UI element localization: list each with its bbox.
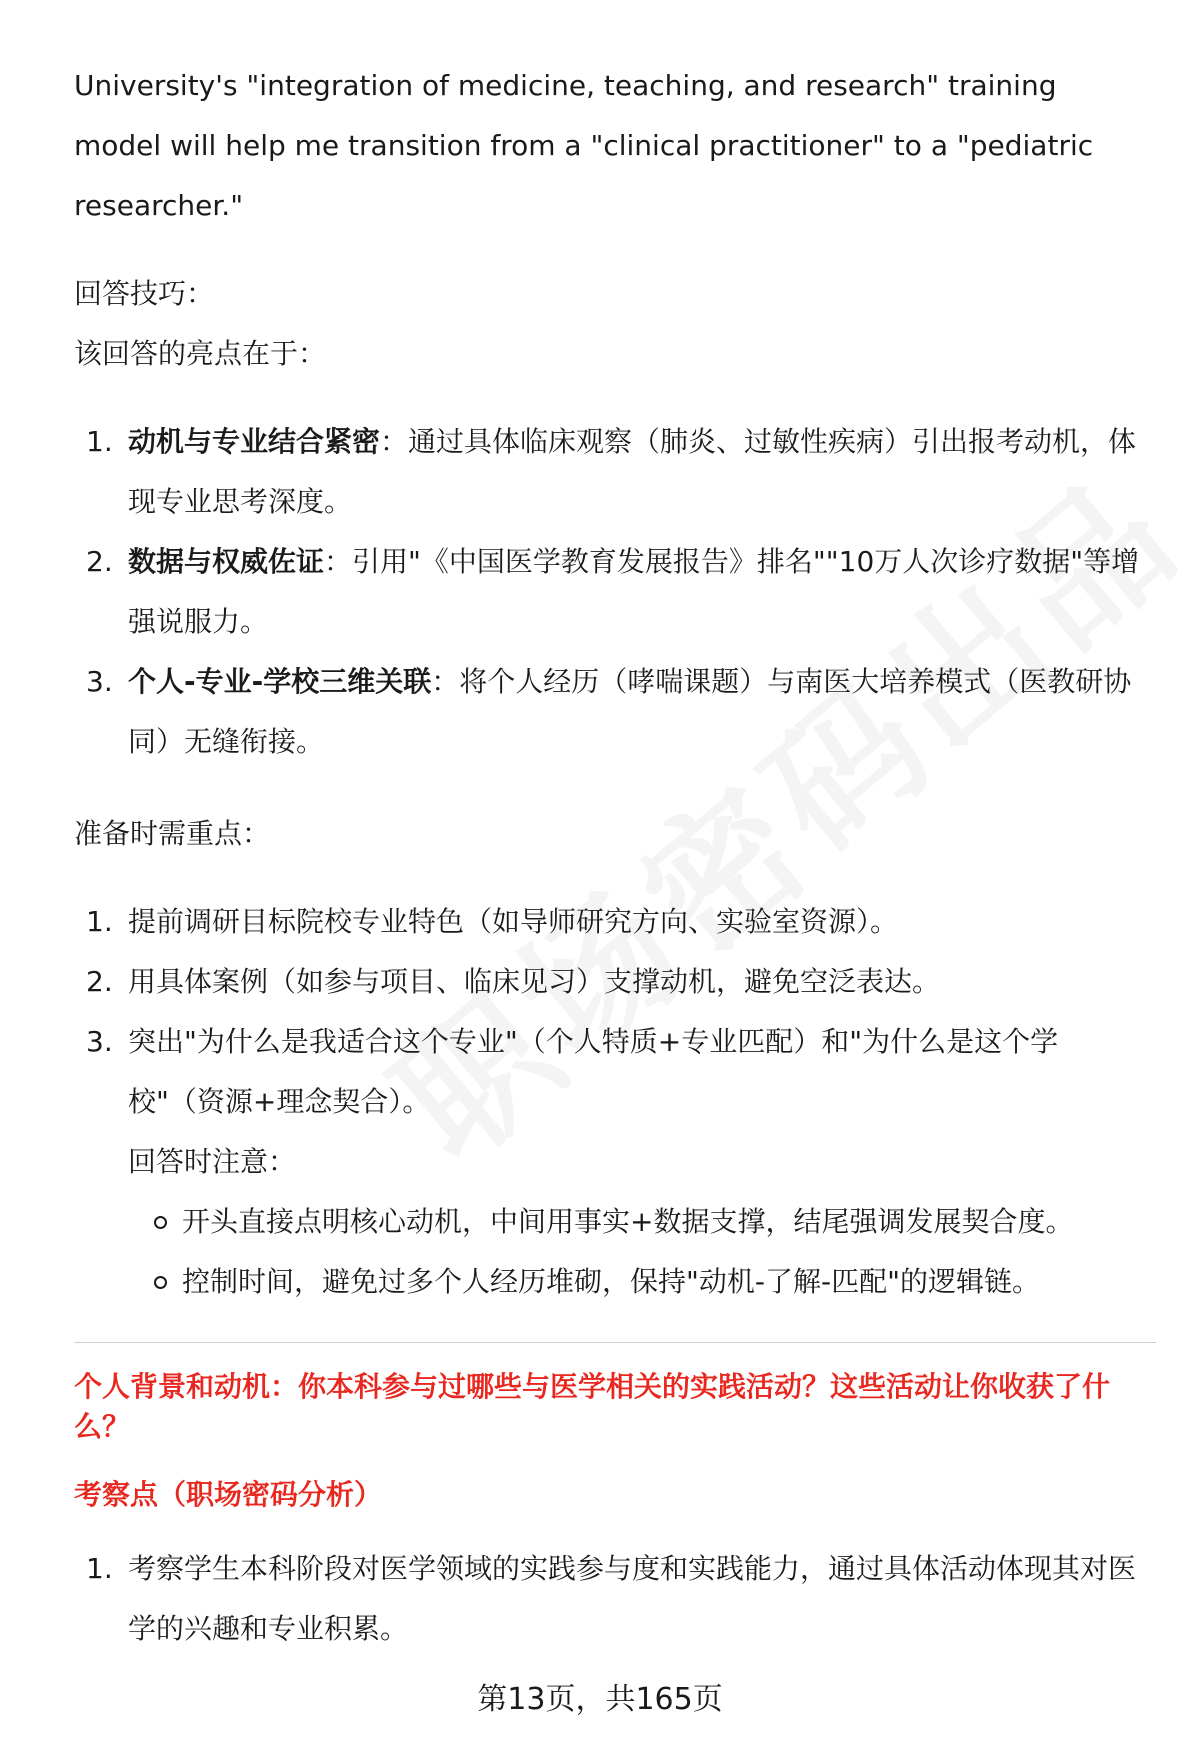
list-number: 1. xyxy=(86,905,113,938)
list-number: 2. xyxy=(86,545,113,578)
tips-heading: 回答技巧： xyxy=(74,277,215,310)
list-item-text: 考察学生本科阶段对医学领域的实践参与度和实践能力，通过具体活动体现其对医学的兴趣和专业积累。 xyxy=(128,1552,1137,1645)
list-item xyxy=(74,412,1154,532)
prep-list xyxy=(74,892,1154,1132)
list-number: 2. xyxy=(86,965,113,998)
list-item-text: ：通过具体临床观察（肺炎、过敏性疾病）引出报考动机，体现专业思考深度。 xyxy=(128,425,1137,518)
list-number: 1. xyxy=(86,1552,113,1585)
note-list xyxy=(74,1192,1154,1312)
tips-subheading: 该回答的亮点在于： xyxy=(74,337,327,370)
list-item-bold: 个人-专业-学校三维关联 xyxy=(128,665,432,698)
note-text: 控制时间，避免过多个人经历堆砌，保持"动机-了解-匹配"的逻辑链。 xyxy=(182,1265,1040,1298)
document-page xyxy=(74,56,1154,1659)
divider xyxy=(74,1342,1156,1343)
list-item-text: 用具体案例（如参与项目、临床见习）支撑动机，避免空泛表达。 xyxy=(128,965,941,998)
note-heading: 回答时注意： xyxy=(128,1145,297,1178)
list-item-text: 提前调研目标院校专业特色（如导师研究方向、实验室资源）。 xyxy=(128,905,899,938)
tips-list xyxy=(74,412,1154,772)
intro-line-3: researcher." xyxy=(74,189,244,222)
analysis-heading: 考察点（职场密码分析） xyxy=(74,1478,383,1511)
list-item-text: ：引用"《中国医学教育发展报告》排名""10万人次诊疗数据"等增强说服力。 xyxy=(128,545,1140,638)
page-footer: 第13页，共165页 xyxy=(477,1682,723,1717)
analysis-list xyxy=(74,1539,1154,1659)
question-title: 个人背景和动机：你本科参与过哪些与医学相关的实践活动？这些活动让你收获了什么？ xyxy=(74,1370,1111,1443)
list-number: 3. xyxy=(86,665,113,698)
list-item xyxy=(74,652,1154,772)
list-item xyxy=(74,892,1154,952)
list-item-bold: 数据与权威佐证 xyxy=(128,545,325,578)
list-item xyxy=(74,952,1154,1012)
list-item xyxy=(74,1192,1154,1252)
list-item xyxy=(74,1012,1154,1132)
list-number: 1. xyxy=(86,425,113,458)
list-number: 3. xyxy=(86,1025,113,1058)
list-item xyxy=(74,1252,1154,1312)
prep-heading: 准备时需重点： xyxy=(74,817,271,850)
intro-line-1: University's "integration of medicine, teaching, and research" training xyxy=(74,69,1057,102)
list-item-text: 突出"为什么是我适合这个专业"（个人特质+专业匹配）和"为什么是这个学校"（资源+理念契合）。 xyxy=(128,1025,1059,1118)
intro-line-2: model will help me transition from a "clinical practitioner" to a "pediatric xyxy=(74,129,1094,162)
list-item xyxy=(74,532,1154,652)
list-item xyxy=(74,1539,1154,1659)
circle-bullet-icon xyxy=(154,1276,167,1289)
list-item-bold: 动机与专业结合紧密 xyxy=(128,425,381,458)
circle-bullet-icon xyxy=(154,1216,167,1229)
list-item-text: ：将个人经历（哮喘课题）与南医大培养模式（医教研协同）无缝衔接。 xyxy=(128,665,1132,758)
note-text: 开头直接点明核心动机，中间用事实+数据支撑，结尾强调发展契合度。 xyxy=(182,1205,1074,1238)
